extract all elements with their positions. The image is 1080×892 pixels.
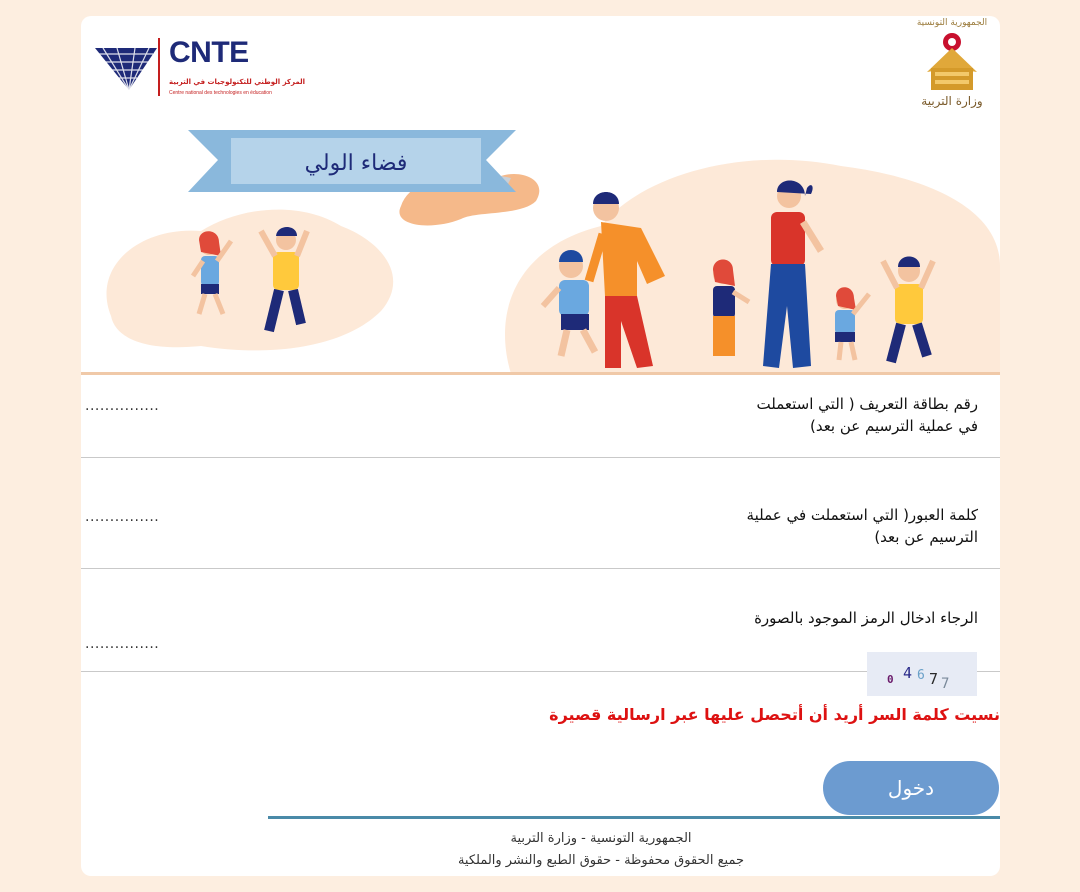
cnte-divider: [158, 38, 160, 96]
page-footer: [361, 828, 841, 872]
cnte-title: CNTE: [169, 36, 249, 69]
footer-divider: [268, 816, 1000, 819]
password-label: كلمة العبور( التي استعملت في عملية الترسيم عن بعد): [746, 506, 978, 546]
ministry-logo: [913, 16, 991, 116]
page-header: [81, 16, 1000, 116]
captcha-char: 6: [917, 668, 925, 683]
login-button[interactable]: دخول: [823, 761, 999, 815]
captcha-input[interactable]: [85, 633, 205, 655]
captcha-field: [81, 569, 1000, 671]
field-divider: [81, 671, 1000, 672]
ministry-name: وزارة التربية: [921, 94, 983, 108]
captcha-char: 0: [887, 673, 894, 686]
cnte-subtitle-fr: Centre national des technologies en éducation: [169, 90, 272, 96]
cnte-diamond-icon: [95, 42, 157, 92]
captcha-char: 7: [941, 676, 950, 692]
password-field: [81, 458, 1000, 569]
password-input[interactable]: [85, 506, 205, 528]
captcha-digits: [867, 652, 977, 696]
footer-line-2: جميع الحقوق محفوظة - حقوق الطبع والنشر والملكية: [457, 853, 745, 868]
id-card-input[interactable]: [85, 395, 205, 417]
forgot-password-link[interactable]: نسيت كلمة السر أريد أن أتحصل عليها عبر ارسالية قصيرة: [549, 705, 1000, 724]
cnte-subtitle-ar: المركز الوطني للتكنولوجيات في التربية: [169, 78, 306, 86]
captcha-char: 4: [903, 664, 913, 682]
captcha-image: [867, 652, 977, 696]
hero-illustration: [81, 116, 1000, 374]
id-card-field: [81, 375, 1000, 458]
id-card-label: رقم بطاقة التعريف ( التي استعملت في عملية الترسيم عن بعد): [756, 395, 978, 435]
banner-title: فضاء الولي: [304, 151, 408, 176]
footer-line-1: الجمهورية التونسية - وزارة التربية: [510, 831, 692, 846]
captcha-char: 7: [929, 670, 939, 688]
login-card: [81, 16, 1000, 876]
ministry-top-text: الجمهورية التونسية: [916, 18, 988, 28]
family-illustration: [81, 116, 1000, 374]
ministry-emblem-icon: [913, 28, 991, 98]
captcha-label: الرجاء ادخال الرمز الموجود بالصورة: [754, 609, 978, 627]
